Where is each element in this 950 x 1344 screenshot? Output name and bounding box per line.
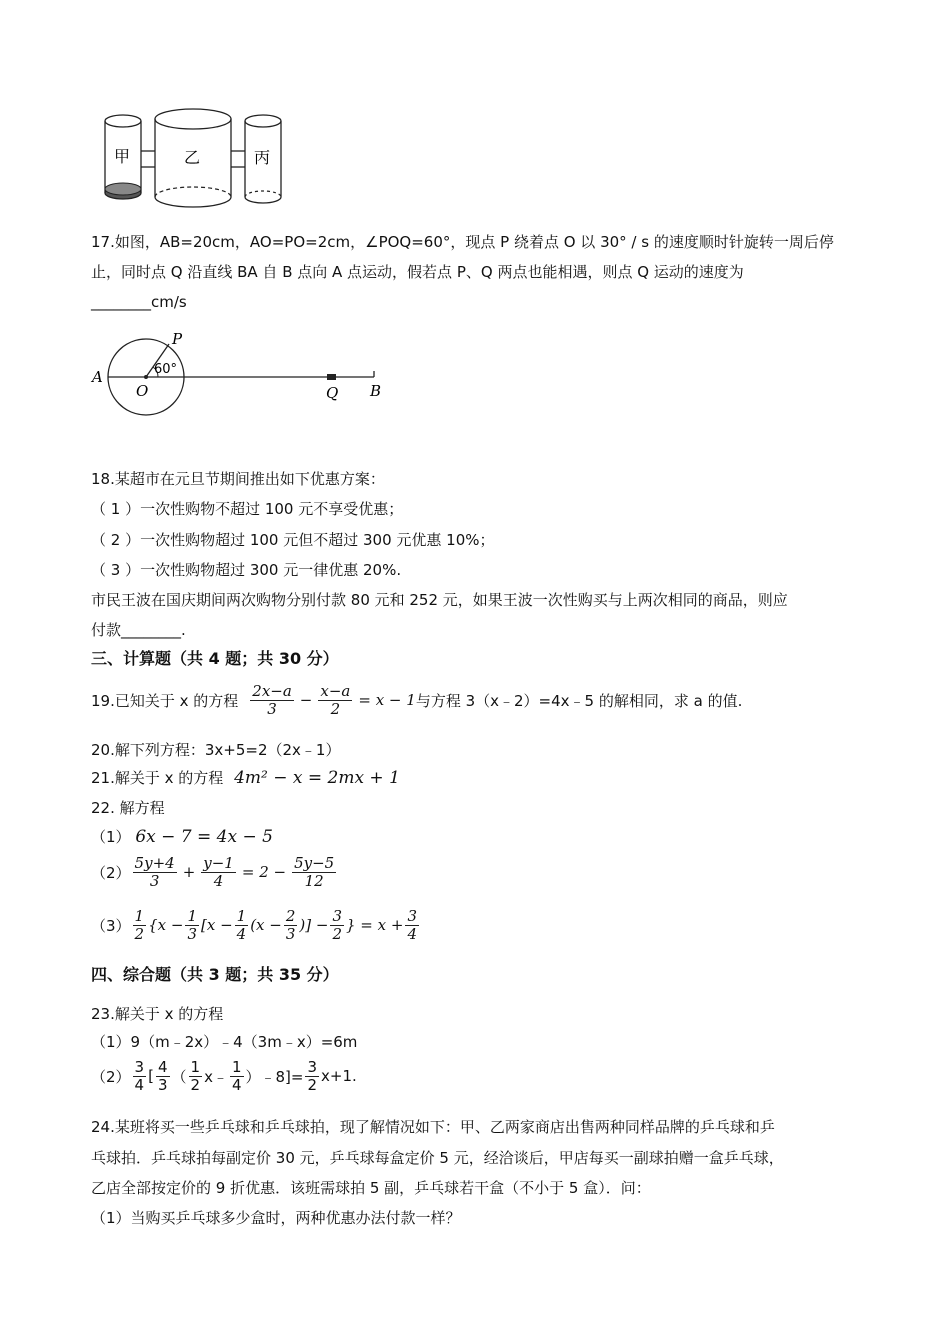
q22-p3-frac4-num: 2 [285,906,296,925]
q22-p2-mid: = 2 − [241,863,287,881]
q18-item-3: （ 3 ）一次性购物超过 300 元一律优惠 20%. [91,561,402,579]
cylinders-figure [95,105,295,215]
q23-frac3-den: 2 [190,1075,201,1094]
q21-eq: 4m² − x = 2mx + 1 [234,768,400,788]
q23-frac3 [189,1059,203,1094]
q22-p3-t5: } = x + [345,916,404,934]
q19-prefix: 19.已知关于 x 的方程 [91,691,239,710]
q22-p2-frac-b-den: 4 [213,871,224,890]
q19-frac1-den: 3 [267,699,277,718]
q23-frac1 [133,1059,147,1094]
fig-label-b: B [370,382,382,400]
q21 [91,767,400,789]
q22-p3-frac6-num: 3 [407,906,417,925]
q19-rhs: = x − 1 [358,691,416,709]
q22-p3-frac1 [133,908,147,943]
q22-p2-frac-b [201,855,236,890]
label-bing: 丙 [254,148,271,167]
q17-line2: 止，同时点 Q 沿直线 BA 自 B 点向 A 点运动，假若点 P、Q 两点也能相遇，则点 Q 运动的速度为 [91,263,744,281]
q19-frac1 [250,683,294,718]
q18-item-2: （ 2 ）一次性购物超过 100 元但不超过 300 元优惠 10%； [91,531,495,549]
q24-line3: 乙店全部按定价的 9 折优惠．该班需球拍 5 副，乒乓球若干盒（不小于 5 盒）．问： [91,1179,651,1197]
q23-part2 [91,1056,357,1096]
q17-line3: ________cm/s [91,293,187,311]
q22-p2-frac-b-num: y−1 [203,853,234,872]
q18-line5: 市民王波在国庆期间两次购物分别付款 80 元和 252 元，如果王波一次性购买与上两次相同的商品，则应 [91,591,788,609]
q22-p3-frac5-num: 3 [332,906,342,925]
q23-frac1-num: 3 [134,1057,145,1076]
q22-p1-eq: 6x − 7 = 4x − 5 [135,827,273,847]
q23-part1: （1）9（m﹣2x）﹣4（3m﹣x）=6m [91,1033,358,1051]
q22-p3-t1: {x − [148,916,184,934]
q23-frac5-num: 3 [307,1057,318,1076]
circle-line-figure [88,330,388,420]
q22-p3-t2: [x − [200,916,233,934]
q19-frac2 [318,683,352,718]
q19-frac1-num: 2x−a [252,681,292,700]
fig-label-o: O [136,382,149,400]
q22-part3 [91,905,421,945]
q23-t2: （ [171,1067,187,1086]
fig-label-a: A [92,368,103,386]
label-yi: 乙 [184,148,201,167]
q24-line1: 24.某班将买一些乒乓球和乒乓球拍，现了解情况如下：甲、乙两家商店出售两种同样品牌的乒乓球和乒 [91,1118,775,1136]
q22-p2-plus: + [182,863,196,881]
q22-p2-frac-c [292,855,336,890]
q22-p3-frac2-den: 3 [187,924,197,943]
q23-frac4-den: 4 [231,1075,242,1094]
q23-frac1-den: 4 [134,1075,145,1094]
q19-minus: − [299,691,313,709]
q19 [91,680,742,720]
q23-title: 23.解关于 x 的方程 [91,1005,224,1023]
q22-p1-label: （1） [91,828,131,846]
q23-frac2 [156,1059,170,1094]
q23-frac2-num: 4 [157,1057,168,1076]
q22-p2-frac-a [133,855,177,890]
q22-p3-frac3-num: 1 [236,906,247,925]
q24-part1: （1）当购买乒乓球多少盒时，两种优惠办法付款一样？ [91,1209,461,1227]
q22-p3-t4: )] − [299,916,329,934]
q19-suffix: 与方程 3（x﹣2）=4x﹣5 的解相同，求 a 的值. [415,691,743,710]
q23-frac4 [230,1059,244,1094]
q22-p3-frac2-num: 1 [187,906,197,925]
q22-p2-frac-c-num: 5y−5 [294,853,335,872]
q22-p3-frac2 [185,908,199,943]
fig-label-q: Q [326,384,339,402]
fig-label-p: P [172,330,183,348]
q23-t1: [ [148,1067,154,1085]
q22-title: 22. 解方程 [91,799,165,817]
q23-p2-label: （2） [91,1067,131,1086]
section-3-heading: 三、计算题（共 4 题；共 30 分） [91,649,339,668]
section-4-heading: 四、综合题（共 3 题；共 35 分） [91,965,339,984]
q22-p2-frac-c-den: 12 [304,871,324,890]
q23-t4: ）﹣8]= [245,1067,304,1086]
q22-p3-t3: (x − [250,916,282,934]
q18-line6: 付款________. [91,621,186,639]
q19-frac2-den: 2 [330,699,341,718]
q22-p3-frac3 [235,908,249,943]
q22-p3-frac3-den: 4 [236,924,247,943]
q23-frac2-den: 3 [157,1075,168,1094]
q22-p3-label: （3） [91,916,131,935]
q22-p3-frac6-den: 4 [407,924,417,943]
fig-label-angle: 60° [154,362,178,377]
q22-part1 [91,826,273,848]
q18-intro: 18.某超市在元旦节期间推出如下优惠方案： [91,470,385,488]
q23-t3: x﹣ [204,1067,228,1086]
q22-p3-frac5-den: 2 [332,924,342,943]
q22-p3-frac4-den: 3 [285,924,296,943]
q19-frac2-num: x−a [320,681,351,700]
label-jia: 甲 [114,147,131,166]
q23-frac5 [305,1059,319,1094]
q22-p3-frac6 [405,908,419,943]
q22-p3-frac5 [330,908,344,943]
q23-frac5-den: 2 [307,1075,318,1094]
q23-frac3-num: 1 [190,1057,201,1076]
q22-p3-frac1-num: 1 [134,906,145,925]
q20: 20.解下列方程：3x+5=2（2x﹣1） [91,741,341,759]
q22-p2-frac-a-den: 3 [149,871,160,890]
q22-p3-frac1-den: 2 [134,924,145,943]
q22-p2-frac-a-num: 5y+4 [134,853,175,872]
q24-line2: 乓球拍．乒乓球拍每副定价 30 元，乒乓球每盒定价 5 元，经洽谈后，甲店每买一副球拍赠一盒乒乓球， [91,1149,784,1167]
q22-part2 [91,852,338,892]
q17-line1: 17.如图，AB=20cm，AO=PO=2cm，∠POQ=60°，现点 P 绕着点 O 以 30° / s 的速度顺时针旋转一周后停 [91,233,834,251]
q23-frac4-num: 1 [231,1057,242,1076]
q22-p2-label: （2） [91,863,131,882]
q22-p3-frac4 [284,908,298,943]
q23-t5: x+1. [321,1067,357,1085]
q18-item-1: （ 1 ）一次性购物不超过 100 元不享受优惠； [91,500,404,518]
q21-prefix: 21.解关于 x 的方程 [91,769,224,787]
